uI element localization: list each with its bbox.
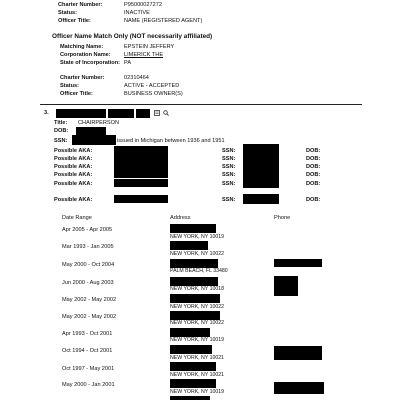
phone-header: Phone bbox=[274, 215, 291, 221]
aka-ssn-label: SSN: bbox=[222, 156, 236, 162]
redacted-street bbox=[170, 294, 220, 303]
aka-label: Possible AKA: bbox=[54, 164, 93, 170]
match-charter-number-label: Charter Number: bbox=[60, 75, 105, 81]
matching-name-label: Matching Name: bbox=[60, 44, 104, 50]
aka-dob-label: DOB: bbox=[306, 181, 321, 187]
aka-dob-label: DOB: bbox=[306, 156, 321, 162]
redacted-aka bbox=[114, 154, 168, 162]
redacted-name-part bbox=[108, 109, 134, 118]
search-icon[interactable] bbox=[163, 110, 169, 116]
redacted-street bbox=[170, 241, 208, 250]
row-city: NEW YORK, NY 10021 bbox=[170, 355, 225, 361]
match-status-value: ACTIVE - ACCEPTED bbox=[124, 83, 180, 89]
redacted-name bbox=[56, 109, 106, 118]
aka-label: Possible AKA: bbox=[54, 172, 93, 178]
dob-label: DOB: bbox=[54, 128, 69, 134]
match-section-heading: Officer Name Match Only (NOT necessarily affiliated) bbox=[52, 33, 213, 40]
redacted-street bbox=[170, 277, 218, 286]
title-label: Title: bbox=[54, 120, 68, 126]
redacted-aka bbox=[114, 146, 168, 154]
row-city: NEW YORK, NY 10022 bbox=[170, 304, 225, 310]
row-city: NEW YORK, NY 10022 bbox=[170, 251, 225, 257]
aka-dob-label: DOB: bbox=[306, 197, 321, 203]
aka-dob-label: DOB: bbox=[306, 148, 321, 154]
row-date-range: Jun 2000 - Aug 2003 bbox=[62, 280, 114, 286]
row-date-range: Apr 2005 - Apr 2005 bbox=[62, 227, 113, 233]
row-date-range: Oct 1997 - May 2001 bbox=[62, 366, 115, 372]
row-date-range: May 2002 - May 2002 bbox=[62, 297, 117, 303]
redacted-aka bbox=[114, 195, 168, 203]
row-date-range: Mar 1993 - Jan 2005 bbox=[62, 244, 114, 250]
redacted-street bbox=[170, 328, 210, 337]
row-date-range: May 2002 - May 2002 bbox=[62, 314, 117, 320]
aka-dob-label: DOB: bbox=[306, 164, 321, 170]
corporation-name-label: Corporation Name: bbox=[60, 52, 111, 58]
match-officer-title-value: BUSINESS OWNER(S) bbox=[124, 91, 183, 97]
aka-ssn-label: SSN: bbox=[222, 164, 236, 170]
status-value: INACTIVE bbox=[124, 10, 150, 16]
redacted-phone bbox=[274, 382, 324, 394]
address-header: Address bbox=[170, 215, 191, 221]
date-range-header: Date Range bbox=[62, 215, 92, 221]
charter-number-label: Charter Number: bbox=[58, 2, 103, 8]
redacted-street bbox=[170, 259, 218, 268]
state-of-incorporation-value: PA bbox=[124, 60, 132, 66]
corporation-name-link[interactable]: LIMERICK THE bbox=[124, 52, 164, 58]
redacted-phone bbox=[274, 346, 322, 360]
row-city: NEW YORK, NY 10019 bbox=[170, 234, 225, 240]
redacted-street bbox=[170, 396, 210, 400]
redacted-aka bbox=[114, 179, 168, 187]
state-of-incorporation-label: State of Incorporation: bbox=[60, 60, 120, 66]
redacted-street bbox=[170, 379, 216, 388]
aka-dob-label: DOB: bbox=[306, 172, 321, 178]
aka-ssn-label: SSN: bbox=[222, 181, 236, 187]
ssn-note: issued in Michigan between 1936 and 1951 bbox=[117, 138, 225, 144]
row-date-range: Apr 1993 - Oct 2001 bbox=[62, 331, 113, 337]
report-icon[interactable] bbox=[154, 110, 160, 116]
record-index: 3. bbox=[44, 110, 49, 116]
ssn-label: SSN: bbox=[54, 138, 68, 144]
match-status-label: Status: bbox=[60, 83, 79, 89]
redacted-street bbox=[170, 362, 216, 371]
redacted-street bbox=[170, 345, 212, 354]
matching-name-value: EPSTEIN JEFFERY bbox=[124, 44, 175, 50]
aka-label: Possible AKA: bbox=[54, 181, 93, 187]
row-date-range: May 2000 - Jan 2001 bbox=[62, 382, 115, 388]
redacted-aka bbox=[114, 162, 168, 170]
officer-title-value: NAME (REGISTERED AGENT) bbox=[124, 18, 203, 24]
redacted-ssn bbox=[72, 135, 116, 145]
row-city: PALM BEACH, FL 33480 bbox=[170, 268, 228, 274]
row-date-range: May 2000 - Oct 2004 bbox=[62, 262, 115, 268]
redacted-phone bbox=[274, 259, 322, 267]
redacted-phone bbox=[274, 276, 298, 296]
section-divider bbox=[40, 104, 362, 105]
redacted-aka-ssn bbox=[243, 144, 279, 188]
row-date-range: Oct 1994 - Oct 2001 bbox=[62, 348, 113, 354]
title-value: CHAIRPERSON bbox=[78, 120, 120, 126]
row-city: NEW YORK, NY 10019 bbox=[170, 337, 225, 343]
aka-ssn-label: SSN: bbox=[222, 197, 236, 203]
match-officer-title-label: Officer Title: bbox=[60, 91, 93, 97]
aka-ssn-label: SSN: bbox=[222, 148, 236, 154]
aka-label: Possible AKA: bbox=[54, 148, 93, 154]
status-label: Status: bbox=[58, 10, 77, 16]
aka-ssn-label: SSN: bbox=[222, 172, 236, 178]
aka-label: Possible AKA: bbox=[54, 197, 93, 203]
row-city: NEW YORK, NY 10022 bbox=[170, 320, 225, 326]
redacted-street bbox=[170, 224, 216, 233]
row-city: NEW YORK, NY 10019 bbox=[170, 389, 225, 395]
aka-label: Possible AKA: bbox=[54, 156, 93, 162]
redacted-aka bbox=[114, 170, 168, 178]
officer-title-label: Officer Title: bbox=[58, 18, 91, 24]
match-charter-number-value: 02310464 bbox=[124, 75, 149, 81]
row-city: NEW YORK, NY 10018 bbox=[170, 286, 225, 292]
redacted-name-part bbox=[136, 109, 150, 118]
charter-number-value: P95000027272 bbox=[124, 2, 162, 8]
redacted-street bbox=[170, 311, 220, 320]
redacted-aka-ssn bbox=[243, 194, 279, 204]
row-city: NEW YORK, NY 10021 bbox=[170, 372, 225, 378]
